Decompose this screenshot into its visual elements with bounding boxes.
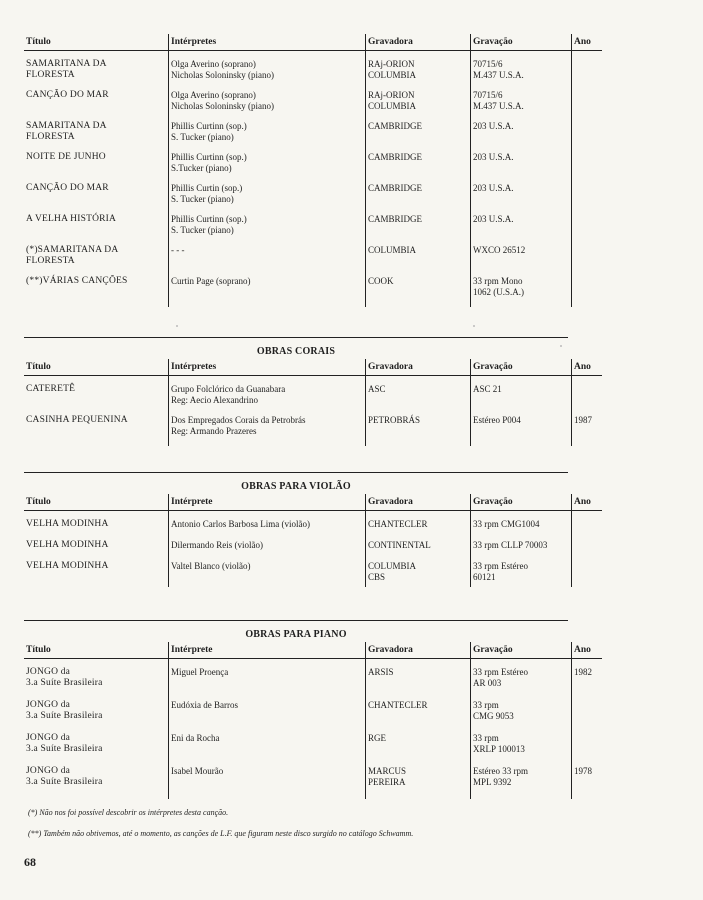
piano-top-rule: [24, 620, 568, 621]
cell-ano: [572, 214, 603, 245]
table-row: [24, 376, 602, 416]
cell-interpretes: Isabel Mourão: [169, 766, 366, 799]
cell-gravadora: CAMBRIDGE: [366, 152, 471, 183]
table-row: [24, 561, 602, 587]
table-row: [24, 733, 602, 766]
cell-ano: 1987: [572, 415, 603, 446]
cell-gravadora: RAj-ORION COLUMBIA: [366, 90, 471, 121]
cell-gravadora: CAMBRIDGE: [366, 183, 471, 214]
cell-interpretes: Phillis Curtinn (sop.) S. Tucker (piano): [169, 214, 366, 245]
cell-titulo: CANÇÃO DO MAR: [26, 90, 109, 100]
cell-gravadora: PETROBRÁS: [366, 415, 471, 446]
cell-ano: [572, 90, 603, 121]
column-header-gravacao: Gravação: [471, 494, 572, 511]
cell-interpretes: Grupo Folclórico da Guanabara Reg: Aecio Alexandrino: [169, 376, 366, 416]
corais-table: [24, 359, 602, 446]
cell-gravacao: 203 U.S.A.: [471, 121, 572, 152]
column-header-interpretes: Intérpretes: [169, 34, 366, 51]
column-header-gravadora: Gravadora: [366, 494, 471, 511]
cell-gravadora: CAMBRIDGE: [366, 121, 471, 152]
cell-gravacao: 70715/6 M.437 U.S.A.: [471, 90, 572, 121]
corais-top-rule: [24, 337, 568, 338]
cell-gravacao: 33 rpm Estéreo AR 003: [471, 659, 572, 701]
cell-titulo: VELHA MODINHA: [26, 540, 109, 550]
cell-gravacao: ASC 21: [471, 376, 572, 416]
header-row: [24, 34, 602, 51]
piano-title: OBRAS PARA PIANO: [245, 629, 347, 640]
cell-ano: 1982: [572, 659, 603, 701]
cell-gravadora: CAMBRIDGE: [366, 214, 471, 245]
cell-ano: [572, 183, 603, 214]
table-row: [24, 90, 602, 121]
cell-gravadora: CONTINENTAL: [366, 540, 471, 561]
cell-titulo: VELHA MODINHA: [26, 561, 109, 571]
cell-interpretes: Phillis Curtinn (sop.) S. Tucker (piano): [169, 121, 366, 152]
cell-ano: [572, 561, 603, 587]
table-row: [24, 276, 602, 307]
cell-titulo: NOITE DE JUNHO: [26, 152, 106, 162]
print-speck: [176, 325, 178, 327]
column-header-titulo: Título: [24, 642, 169, 659]
column-header-gravacao: Gravação: [471, 642, 572, 659]
cell-ano: [572, 245, 603, 276]
cell-gravacao: 33 rpm Estéreo 60121: [471, 561, 572, 587]
column-header-interpretes: Intérprete: [169, 494, 366, 511]
print-speck: [560, 345, 562, 347]
cell-ano: [572, 700, 603, 733]
cell-titulo: JONGO da 3.a Suíte Brasileira: [26, 667, 103, 688]
print-speck: [473, 325, 475, 327]
table-row: [24, 51, 602, 91]
column-header-ano: Ano: [572, 642, 603, 659]
cell-gravacao: Estéreo P004: [471, 415, 572, 446]
cell-interpretes: Eni da Rocha: [169, 733, 366, 766]
cell-gravacao: 33 rpm CLLP 70003: [471, 540, 572, 561]
cell-ano: [572, 511, 603, 541]
cell-gravacao: 203 U.S.A.: [471, 152, 572, 183]
column-header-titulo: Título: [24, 494, 169, 511]
cell-titulo: CATERETÊ: [26, 384, 76, 394]
corais-title: OBRAS CORAIS: [256, 346, 336, 357]
cell-gravacao: 33 rpm CMG1004: [471, 511, 572, 541]
table-row: [24, 659, 602, 701]
cell-ano: 1978: [572, 766, 603, 799]
cell-interpretes: Curtin Page (soprano): [169, 276, 366, 307]
column-header-titulo: Título: [24, 359, 169, 376]
column-header-ano: Ano: [572, 34, 603, 51]
table-row: [24, 152, 602, 183]
cell-ano: [572, 152, 603, 183]
cell-gravadora: COOK: [366, 276, 471, 307]
songs-table: [24, 34, 602, 307]
cell-interpretes: - - -: [169, 245, 366, 276]
cell-gravacao: WXCO 26512: [471, 245, 572, 276]
cell-interpretes: Dos Empregados Corais da Petrobrás Reg: Armando Prazeres: [169, 415, 366, 446]
cell-titulo: JONGO da 3.a Suíte Brasileira: [26, 700, 103, 721]
cell-gravacao: 33 rpm CMG 9053: [471, 700, 572, 733]
piano-table: [24, 642, 602, 799]
cell-interpretes: Valtel Blanco (violão): [169, 561, 366, 587]
cell-interpretes: Phillis Curtin (sop.) S. Tucker (piano): [169, 183, 366, 214]
column-header-ano: Ano: [572, 359, 603, 376]
cell-ano: [572, 376, 603, 416]
table-row: [24, 214, 602, 245]
cell-gravadora: COLUMBIA CBS: [366, 561, 471, 587]
cell-titulo: JONGO da 3.a Suíte Brasileira: [26, 766, 103, 787]
cell-gravadora: CHANTECLER: [366, 700, 471, 733]
column-header-gravacao: Gravação: [471, 359, 572, 376]
header-row: [24, 642, 602, 659]
table-row: [24, 540, 602, 561]
table-row: [24, 415, 602, 446]
cell-interpretes: Olga Averino (soprano) Nicholas Soloninsky (piano): [169, 51, 366, 91]
cell-titulo: (*)SAMARITANA DA FLORESTA: [26, 245, 119, 266]
cell-gravadora: COLUMBIA: [366, 245, 471, 276]
column-header-gravacao: Gravação: [471, 34, 572, 51]
violao-title: OBRAS PARA VIOLÃO: [241, 481, 351, 492]
column-header-gravadora: Gravadora: [366, 34, 471, 51]
table-row: [24, 183, 602, 214]
cell-ano: [572, 51, 603, 91]
cell-titulo: JONGO da 3.a Suíte Brasileira: [26, 733, 103, 754]
column-header-gravadora: Gravadora: [366, 359, 471, 376]
cell-interpretes: Dilermando Reis (violão): [169, 540, 366, 561]
cell-ano: [572, 121, 603, 152]
page-number: 68: [24, 855, 36, 869]
cell-gravacao: 203 U.S.A.: [471, 183, 572, 214]
cell-interpretes: Phillis Curtinn (sop.) S.Tucker (piano): [169, 152, 366, 183]
cell-titulo: CANÇÃO DO MAR: [26, 183, 109, 193]
cell-interpretes: Antonio Carlos Barbosa Lima (violão): [169, 511, 366, 541]
cell-titulo: VELHA MODINHA: [26, 519, 109, 529]
column-header-interpretes: Intérpretes: [169, 359, 366, 376]
header-row: [24, 494, 602, 511]
cell-gravacao: Estéreo 33 rpm MPL 9392: [471, 766, 572, 799]
cell-ano: [572, 540, 603, 561]
table-row: [24, 700, 602, 733]
footnote-1: (*) Não nos foi possível descobrir os intérpretes desta canção.: [28, 808, 229, 817]
column-header-gravadora: Gravadora: [366, 642, 471, 659]
cell-gravacao: 203 U.S.A.: [471, 214, 572, 245]
table-row: [24, 511, 602, 541]
cell-titulo: CASINHA PEQUENINA: [26, 415, 128, 425]
footnote-2: (**) Também não obtivemos, até o momento, as canções de L.F. que figuram neste disco surgido no catálogo Schwamm.: [28, 829, 414, 838]
table-row: [24, 245, 602, 276]
cell-ano: [572, 276, 603, 307]
cell-gravadora: MARCUS PEREIRA: [366, 766, 471, 799]
table-row: [24, 121, 602, 152]
cell-gravadora: CHANTECLER: [366, 511, 471, 541]
cell-gravadora: RGE: [366, 733, 471, 766]
violao-top-rule: [24, 472, 568, 473]
column-header-titulo: Título: [24, 34, 169, 51]
column-header-interpretes: Intérprete: [169, 642, 366, 659]
cell-titulo: A VELHA HISTÓRIA: [26, 214, 117, 224]
cell-interpretes: Eudóxia de Barros: [169, 700, 366, 733]
cell-gravadora: ASC: [366, 376, 471, 416]
cell-ano: [572, 733, 603, 766]
cell-interpretes: Olga Averino (soprano) Nicholas Soloninsky (piano): [169, 90, 366, 121]
cell-gravacao: 33 rpm XRLP 100013: [471, 733, 572, 766]
cell-titulo: SAMARITANA DA FLORESTA: [26, 121, 107, 142]
cell-gravacao: 33 rpm Mono 1062 (U.S.A.): [471, 276, 572, 307]
column-header-ano: Ano: [572, 494, 603, 511]
header-row: [24, 359, 602, 376]
cell-gravadora: ARSIS: [366, 659, 471, 701]
cell-gravadora: RAj-ORION COLUMBIA: [366, 51, 471, 91]
cell-titulo: (**)VÁRIAS CANÇÕES: [26, 276, 128, 286]
cell-interpretes: Miguel Proença: [169, 659, 366, 701]
cell-titulo: SAMARITANA DA FLORESTA: [26, 59, 107, 80]
cell-gravacao: 70715/6 M.437 U.S.A.: [471, 51, 572, 91]
table-row: [24, 766, 602, 799]
violao-table: [24, 494, 602, 587]
